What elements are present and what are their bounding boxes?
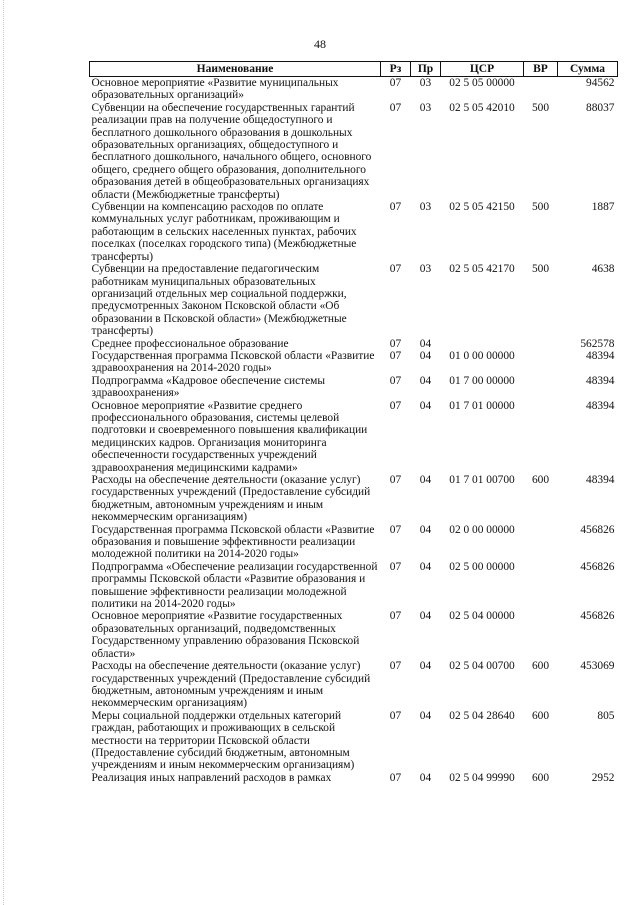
row-csr: 02 5 05 42010: [449, 101, 515, 114]
row-pr: 03: [419, 101, 432, 114]
row-rz: 07: [389, 349, 402, 362]
row-sum: 48394: [586, 349, 615, 362]
row-rz: 07: [389, 474, 402, 486]
table-row: [90, 561, 618, 611]
row-csr: 02 5 05 42170: [449, 263, 515, 276]
row-rz: 07: [389, 101, 402, 114]
row-pr: 04: [419, 349, 432, 362]
row-name: Основное мероприятие «Развитие среднего профессионального образования, системы целевой подготовки и своевременного повышения квалификации медицинских кадров. Организация мониторинга обеспеченности государственных учреждений здравоохранения медицинскими кадрами»: [91, 399, 368, 474]
row-vr: [524, 561, 558, 611]
row-vr: [524, 610, 558, 660]
table-row: [90, 375, 618, 400]
row-sum: 456826: [580, 610, 615, 623]
row-vr: 600: [531, 660, 550, 673]
page-number: 48: [314, 37, 326, 51]
row-vr: 500: [531, 263, 550, 276]
row-pr: 03: [419, 77, 432, 89]
row-pr: 04: [419, 709, 432, 722]
row-sum: 562578: [580, 337, 615, 350]
row-name: Меры социальной поддержки отдельных категорий граждан, работающих и проживающих в сельской местности на территории Псковской области (Предоставление субсидий бюджетным, автономным учреждениям и иным некоммерческим организациям): [91, 709, 355, 772]
row-pr: 04: [419, 523, 432, 536]
row-pr: 04: [419, 337, 432, 350]
row-name: Расходы на обеспечение деятельности (оказание услуг) государственных учреждений (Предоставление субсидий бюджетным, автономным учреждениям и иным некоммерческим организациям): [91, 660, 371, 710]
table-row: [90, 102, 618, 201]
row-csr: 02 5 00 00000: [449, 560, 515, 573]
row-sum: 48394: [586, 399, 615, 412]
header-csr: ЦСР: [441, 62, 524, 77]
row-csr: 02 5 05 42150: [449, 201, 515, 214]
table-row: [90, 350, 618, 375]
row-sum: 48394: [586, 374, 615, 387]
header-sum: Сумма: [558, 62, 618, 77]
row-csr: [441, 338, 524, 350]
row-rz: 07: [389, 201, 402, 214]
row-sum: 805: [597, 709, 615, 722]
row-sum: 4638: [591, 263, 615, 276]
table-row: [90, 524, 618, 561]
table-row: [90, 610, 618, 660]
row-rz: 07: [389, 337, 402, 350]
row-rz: 07: [389, 523, 402, 536]
row-rz: 07: [389, 263, 402, 276]
row-pr: 04: [419, 560, 432, 573]
header-pr: Пр: [411, 62, 441, 77]
row-sum: 456826: [580, 523, 615, 536]
row-pr: 03: [419, 263, 432, 276]
row-vr: 600: [531, 709, 550, 722]
header-name: Наименование: [90, 62, 381, 77]
row-sum: 456826: [580, 560, 615, 573]
row-rz: 07: [389, 709, 402, 722]
row-csr: 01 0 00 00000: [449, 349, 515, 362]
row-sum: 48394: [586, 474, 615, 486]
row-csr: 01 7 01 00000: [449, 399, 515, 412]
page-edge: [3, 0, 4, 905]
row-name: Государственная программа Псковской области «Развитие образования и повышение эффективности реализации молодежной политики на 2014-2020 годы»: [91, 523, 375, 561]
row-name: Основное мероприятие «Развитие государственных образовательных организаций, подведомственных Государственному управлению образования Псковской области»: [91, 610, 360, 660]
row-vr: [524, 77, 558, 102]
row-csr: 02 5 04 28640: [449, 709, 515, 722]
row-vr: 600: [531, 771, 550, 784]
row-pr: 04: [419, 399, 432, 412]
row-pr: 04: [419, 374, 432, 387]
row-vr: [524, 350, 558, 375]
row-pr: 04: [419, 610, 432, 623]
header-vr: ВР: [524, 62, 558, 77]
row-vr: [524, 400, 558, 474]
row-sum: 88037: [586, 101, 615, 114]
row-name: Расходы на обеспечение деятельности (оказание услуг) государственных учреждений (Предоставление субсидий бюджетным, автономным учреждениям и иным некоммерческим организациям): [91, 474, 371, 524]
row-pr: 04: [419, 660, 432, 673]
row-csr: 02 0 00 00000: [449, 523, 515, 536]
row-vr: 600: [531, 474, 550, 486]
row-rz: 07: [389, 77, 402, 89]
table-header-row: [90, 62, 618, 77]
header-rz: Рз: [381, 62, 411, 77]
table-row: [90, 660, 618, 710]
row-rz: 07: [389, 560, 402, 573]
row-name: Подпрограмма «Обеспечение реализации государственной программы Псковской области «Развитие образования и повышение эффективности реализации молодежной политики на 2014-2020 годы»: [91, 560, 378, 611]
row-csr: 02 5 04 00700: [449, 660, 515, 673]
row-pr: 04: [419, 771, 432, 784]
row-rz: 07: [389, 771, 402, 784]
row-vr: [524, 375, 558, 400]
row-pr: 04: [419, 474, 432, 486]
row-rz: 07: [389, 610, 402, 623]
row-name: Подпрограмма «Кадровое обеспечение системы здравоохранения»: [91, 374, 326, 400]
table-row: [90, 201, 618, 263]
row-sum: 94562: [586, 77, 615, 89]
row-csr: 02 5 04 00000: [449, 610, 515, 623]
row-vr: [524, 524, 558, 561]
row-vr: 500: [531, 201, 550, 214]
row-csr: 02 5 04 99990: [449, 771, 515, 784]
row-name: Субвенции на предоставление педагогическим работникам муниципальных образовательных организаций отдельных мер социальной поддержки, предусмотренных Законом Псковской области «Об образовании в Псковской области» (Межбюджетные трансферты): [91, 263, 347, 338]
row-name: Государственная программа Псковской области «Развитие здравоохранения на 2014-2020 годы»: [91, 349, 375, 375]
row-rz: 07: [389, 660, 402, 673]
table-row: [90, 263, 618, 337]
row-name: Субвенции на обеспечение государственных гарантий реализации прав на получение общедоступного и бесплатного дошкольного образования в дошкольных образовательных организациях, общедоступного и бесплатного дошкольного, начального общего, основного общего, среднего общего образования, дополнительного образования детей в общеобразовательных организациях области (Межбюджетные трансферты): [91, 101, 372, 201]
row-sum: 2952: [591, 771, 615, 784]
row-name: Реализация иных направлений расходов в рамках: [91, 771, 332, 784]
table-row: [90, 338, 618, 350]
budget-table: [89, 61, 618, 784]
row-vr: 500: [531, 101, 550, 114]
table-row: [90, 772, 618, 784]
row-sum: 1887: [591, 201, 615, 214]
row-rz: 07: [389, 374, 402, 387]
row-rz: 07: [389, 399, 402, 412]
row-sum: 453069: [580, 660, 615, 673]
row-vr: [524, 338, 558, 350]
row-name: Субвенции на компенсацию расходов по оплате коммунальных услуг работникам, проживающим и работающим в сельских населенных пунктах, рабочих поселках (поселках городского типа) (Межбюджетные трансферты): [91, 201, 357, 263]
row-csr: 01 7 00 00000: [449, 374, 515, 387]
row-csr: 01 7 01 00700: [449, 474, 515, 486]
table-row: [90, 474, 618, 524]
row-name: Основное мероприятие «Развитие муниципальных образовательных организаций»: [91, 77, 339, 102]
row-pr: 03: [419, 201, 432, 214]
table-row: [90, 400, 618, 474]
table-row: [90, 710, 618, 772]
row-csr: 02 5 05 00000: [449, 77, 515, 89]
row-name: Среднее профессиональное образование: [91, 337, 289, 350]
table-row: [90, 77, 618, 102]
